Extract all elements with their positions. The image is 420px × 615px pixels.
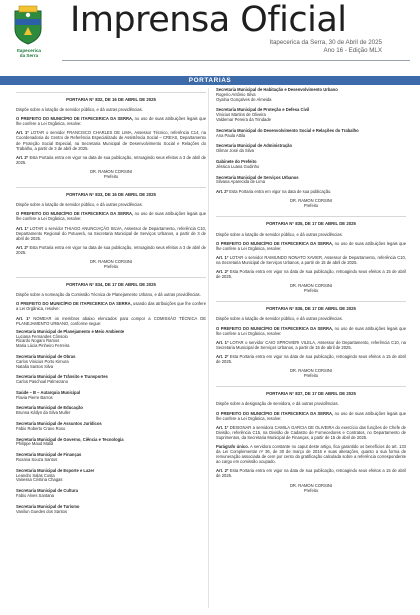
mayor-clause: O PREFEITO DO MUNICÍPIO DE ITAPECERICA DA SERRA, no uso de suas atribuições legais que lhe confere a Lei Orgânica, resolve:	[216, 410, 407, 421]
section-bar	[0, 76, 420, 85]
divider	[16, 187, 206, 188]
mayor-clause: O PREFEITO DO MUNICÍPIO DE ITAPECERICA DA SERRA, no uso de suas atribuições legais que lhe confere a Lei Orgânica, resolve:	[16, 116, 207, 127]
group-title: Secretaria Municipal de Cultura	[16, 488, 78, 494]
divider	[216, 301, 406, 302]
article-1: Art. 1º LOTAR o servidor THIAGO ANUNCIAÇÃO SILVA, Assessor de Departamento, referência C10, Departamento Regional do Potuverá, na Secretaria Municipal de Serviços Urbanos, a partir de 3 de abril de 2025.	[16, 225, 206, 241]
divider	[16, 277, 206, 278]
member-name: Roxana Souza Santos	[16, 457, 58, 463]
member-name: Rogerio Antônio Silva	[216, 91, 256, 97]
member-name: Natalia Santos Silva	[16, 363, 54, 369]
signature: DR. RAMON CORSINI Prefeito	[289, 198, 333, 209]
column-divider	[208, 88, 209, 608]
commission-list-left	[16, 330, 206, 515]
portaria-title: PORTARIA N° 834, DE 17 DE ABRIL DE 2025	[66, 282, 156, 288]
member-name: Brunna Kátlyn da Silva Muller	[16, 410, 71, 416]
paragraph-unico: Parágrafo único. A servidora constante no caput deste artigo, fica garantido os benefícios do art. 133 da Lei Complementar nº 36, de 30 de março de 2016 e suas alterações, quanto a sua forma de remuneração associada de cem por cento da gratificação calculada sobre a referência correspondente ao cargo em comissão ocupado.	[216, 443, 406, 465]
article-2: Art. 2º Esta Portaria entra em vigor na data de sua publicação, retroagindo seus efeitos a 15 de abril de 2025.	[216, 468, 406, 479]
member-name: Silvana Aparecida de Lima	[216, 179, 266, 185]
group-title: Secretaria Municipal de Finanças	[16, 452, 82, 458]
article-2: Art. 2º Esta Portaria entra em vigor na data de sua publicação, retroagindo seus efeitos a 3 de abril de 2025.	[16, 154, 206, 165]
member-name: Luciana Fernandes Cônsolo	[16, 333, 68, 339]
portaria-title: PORTARIA N° 833, DE 16 DE ABRIL DE 2025	[66, 192, 156, 198]
municipal-crest-icon	[12, 5, 44, 45]
member-name: Fabio Alves Santana	[16, 493, 54, 499]
group-title: Secretaria Municipal de Governo, Ciência e Tecnologia	[16, 436, 124, 442]
right-column	[216, 88, 406, 493]
member-name: Oilmar José da Silva	[216, 148, 254, 154]
mayor-clause: O PREFEITO DO MUNICÍPIO DE ITAPECERICA DA SERRA, no uso de suas atribuições legais que lhe confere a Lei Orgânica, resolve:	[216, 325, 407, 336]
article-1: Art. 1º DESIGNAR a servidora CAMILA GARCIA DE OLIVEIRA do exercício das funções de Chefe de Divisão, referência C15, na Divisão de Cadastro de Fornecedores e Contratos, no Departamento de Suprimentos, da Secretaria Municipal de Finanças, a partir de 15 de abril de 2025.	[216, 424, 406, 440]
article-1: Art. 1º LOTAR o servidor FRANCISCO CHARLES DE LIMA, Assessor Técnico, referência C14, na Coordenadoria do Centro de Referência Especializado de Assistência Social – CREAS, Departamento de Proteção Social Especial, na Secretaria Municipal de Desenvolvimento Social e Relações do Trabalho, a partir de 3 de abril de 2025.	[16, 130, 206, 151]
group-title: Secretaria Municipal de Esporte e Lazer	[16, 467, 95, 473]
article-2: Art. 2º Esta Portaria entra em vigor na data de sua publicação, retroagindo seus efeitos a 15 de abril de 2025.	[216, 269, 406, 280]
signature: DR. RAMON CORSINI Prefeito	[289, 283, 333, 294]
member-name: Flavia Pierre Barros	[16, 394, 53, 400]
group-title: Secretaria Municipal de Serviços Urbanos	[216, 174, 299, 180]
member-name: Philippe Maud Maldi	[16, 441, 54, 447]
mayor-clause: O PREFEITO DO MUNICÍPIO DE ITAPECERICA DA SERRA, no uso de suas atribuições legais que lhe confere a Lei Orgânica, resolve:	[216, 240, 407, 251]
divider	[216, 216, 406, 217]
page-title: Imprensa Oficial	[70, 0, 347, 40]
member-name: Oyalna Gonçalves de Almeida	[216, 96, 272, 102]
member-name: Carlos Vinicius Porto Kimura	[16, 358, 69, 364]
signature: DR. RAMON CORSINI Prefeito	[89, 168, 133, 180]
member-name: Vanilun Guedes dos Santos	[16, 508, 68, 514]
header-divider	[62, 60, 410, 61]
member-name: Jéssica Luana Godinho	[216, 163, 260, 169]
portaria-intro: Dispõe sobre a designação de servidora, e dá outras providências.	[216, 401, 339, 407]
group-title: Secretaria Municipal de Assuntos Jurídicos	[16, 421, 102, 427]
group-title: Secretaria Municipal de Trânsito e Transportes	[16, 374, 108, 380]
masthead	[0, 0, 420, 72]
edition-info	[270, 39, 382, 55]
portaria-intro: Dispõe sobre a lotação de servidor público, e dá outras providências.	[216, 231, 343, 237]
divider	[16, 92, 206, 93]
group-title: Secretaria Municipal de Administração	[216, 143, 293, 149]
group-title: Gabinete do Prefeito	[216, 158, 257, 164]
group-title: Secretaria Municipal de Turismo	[16, 503, 80, 509]
mayor-clause: O PREFEITO DO MUNICÍPIO DE ITAPECERICA DA SERRA, no uso de suas atribuições legais que lhe confere a Lei Orgânica, resolve:	[16, 211, 207, 222]
member-name: Vinicius Martins de Oliveira	[216, 112, 266, 118]
member-name: Valdemar Pereira da Trindade	[216, 116, 271, 122]
group-title: Secretaria Municipal de Habitação e Desenvolvimento Urbano	[216, 87, 338, 92]
article-1: Art. 1º LOTAR o servidor CAIO SPROVIERI VILELA, Assessor de Departamento, referência C10, na Secretaria Municipal de Serviços Urbanos, a partir de 15 de abril de 2025.	[216, 339, 406, 350]
article-2: Art. 2º Esta Portaria entra em vigor na data de sua publicação, retroagindo seus efeitos a 3 de abril de 2025.	[16, 244, 206, 255]
commission-list-right	[216, 88, 406, 185]
left-column	[16, 88, 206, 514]
edition-date: Itapecerica da Serra, 30 de Abril de 2025	[269, 39, 382, 46]
portaria-title: PORTARIA N° 837, DE 17 DE ABRIL DE 2025	[266, 391, 356, 397]
divider	[216, 386, 406, 387]
group-title: Secretaria Municipal de Planejamento e Meio Ambiente	[16, 328, 125, 334]
city-name: Itapecerica da Serra	[16, 48, 41, 59]
section-title: PORTARIAS	[188, 77, 232, 84]
article-2: Art. 2º Esta Portaria entra em vigor na data de sua publicação.	[216, 189, 332, 195]
portaria-title: PORTARIA N° 836, DE 17 DE ABRIL DE 2025	[266, 306, 356, 312]
portaria-intro: Dispõe sobre a nomeação da Comissão Técnica de Planejamento Urbano, e dá outras providências.	[16, 292, 201, 298]
group-title: Secretaria Municipal do Desenvolvimento Social e Relações do Trabalho	[216, 127, 359, 133]
article-1: Art. 1º LOTAR o servidor RAIMUNDO NONATO XAVIER, Assessor de Departamento, referência C10, na Secretaria Municipal de Serviços Urbanos, a partir de 15 de abril de 2025.	[216, 254, 406, 265]
edition-number: Ano 16 - Edição MLX	[323, 47, 382, 54]
article-1: Art. 1º NOMEAR os membros abaixo elencados para compor a COMISSÃO TÉCNICA DE PLANEJAMENTO URBANO, conforme segue:	[16, 315, 206, 326]
signature: DR. RAMON CORSINI Prefeito	[289, 482, 333, 493]
member-name: Maria Lúcia Pinheiro Ferreira	[16, 343, 70, 349]
member-name: Ricardo Nogaro Ramos	[16, 338, 60, 344]
portaria-intro: Dispõe sobre a lotação de servidor público, e dá outras providências.	[16, 107, 143, 113]
portaria-intro: Dispõe sobre a lotação de servidor público, e dá outras providências.	[16, 202, 143, 208]
article-2: Art. 2º Esta Portaria entra em vigor na data de sua publicação, retroagindo seus efeitos a 15 de abril de 2025.	[216, 353, 406, 365]
portaria-title: PORTARIA N° 832, DE 16 DE ABRIL DE 2025	[66, 97, 156, 102]
signature: DR. RAMON CORSINI Prefeito	[89, 258, 133, 270]
member-name: Ana Paula Attila	[216, 132, 246, 138]
group-title: Saúde – B – Autarquia Municipal	[16, 389, 81, 395]
signature: DR. RAMON CORSINI Prefeito	[289, 368, 333, 379]
member-name: Fabio Roberto Cravo Roxo	[16, 425, 66, 431]
group-title: Secretaria Municipal de Proteção e Defesa Civil	[216, 107, 310, 113]
member-name: Leandro Salas Costa	[16, 472, 55, 478]
portaria-title: PORTARIA N° 835, DE 17 DE ABRIL DE 2025	[266, 221, 356, 227]
mayor-clause: O PREFEITO DO MUNICÍPIO DE ITAPECERICA DA SERRA, usando das atribuições que lhe confere a Lei Orgânica, resolve:	[16, 301, 206, 312]
member-name: Carlos Paschoal Palmezano	[16, 379, 69, 385]
portaria-intro: Dispõe sobre a lotação de servidor público, e dá outras providências.	[216, 316, 343, 322]
member-name: Vanessa Cristina Chagas	[16, 477, 63, 483]
group-title: Secretaria Municipal de Obras	[16, 353, 76, 359]
group-title: Secretaria Municipal de Educação	[16, 405, 83, 411]
